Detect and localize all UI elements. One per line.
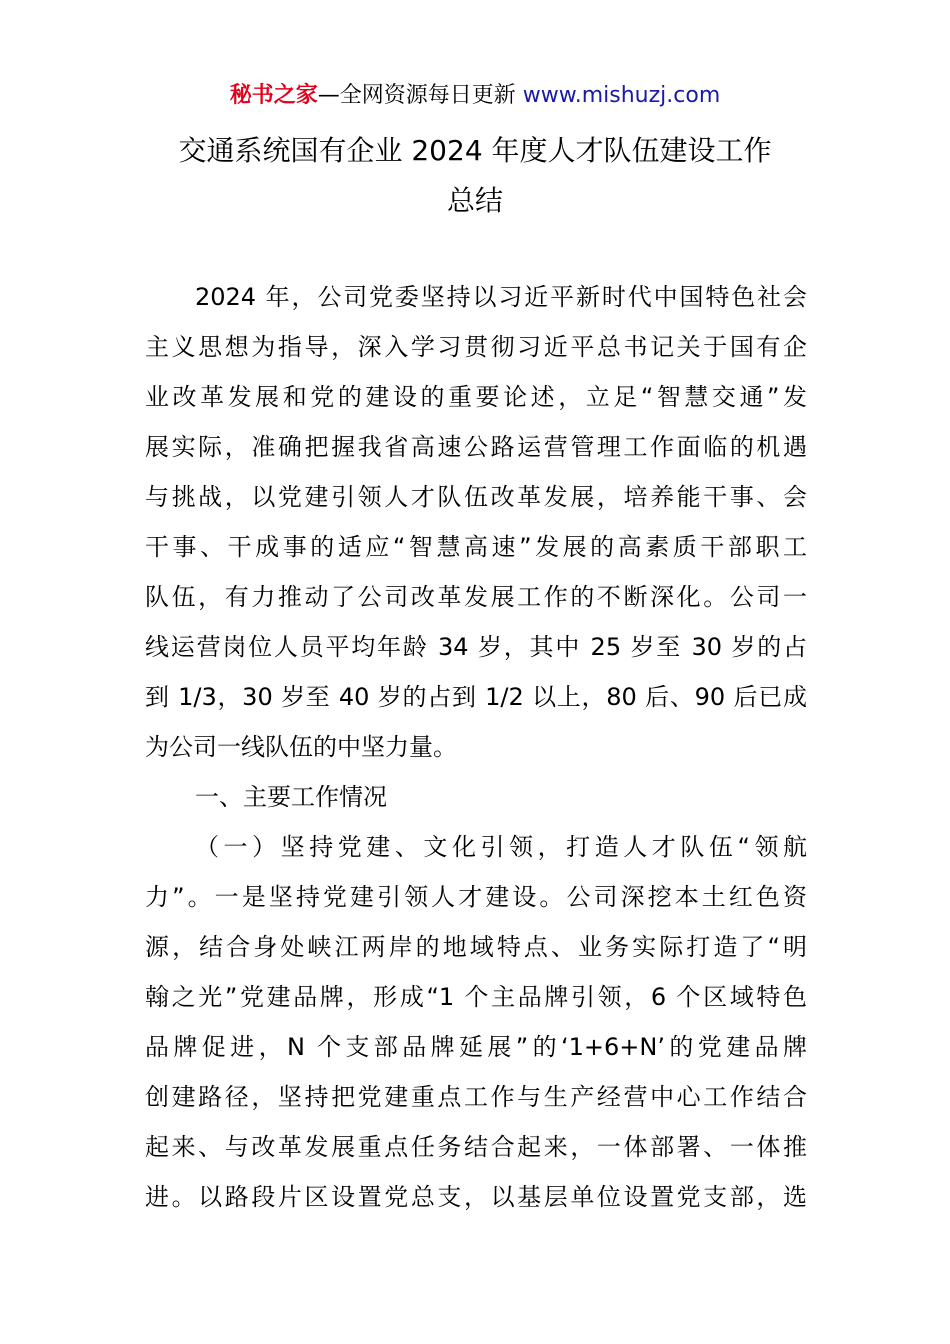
body-line: 2024 年，公司党委坚持以习近平新时代中国特色社会 [195, 283, 807, 311]
body-line: 起来、与改革发展重点任务结合起来，一体部署、一体推 [145, 1133, 807, 1161]
body-line: （一）坚持党建、文化引领，打造人才队伍“领航 [195, 833, 807, 861]
body-line: 队伍，有力推动了公司改革发展工作的不断深化。公司一 [145, 583, 807, 611]
body-line: 到 1/3，30 岁至 40 岁的占到 1/2 以上，80 后、90 后已成 [145, 683, 807, 711]
body-line: 为公司一线队伍的中坚力量。 [145, 733, 457, 761]
body-line: 创建路径，坚持把党建重点工作与生产经营中心工作结合 [145, 1083, 807, 1111]
body-line: 与挑战，以党建引领人才队伍改革发展，培养能干事、会 [145, 483, 807, 511]
document-title [0, 126, 950, 226]
body-line: 翰之光”党建品牌，形成“1 个主品牌引领，6 个区域特色 [145, 983, 807, 1011]
body-line: 主义思想为指导，深入学习贯彻习近平总书记关于国有企 [145, 333, 807, 361]
document-body [145, 272, 807, 1222]
body-line: 展实际，准确把握我省高速公路运营管理工作面临的机遇 [145, 433, 807, 461]
body-line: 干事、干成事的适应“智慧高速”发展的高素质干部职工 [145, 533, 807, 561]
body-line: 进。以路段片区设置党总支，以基层单位设置党支部，选 [145, 1183, 807, 1211]
body-line: 源，结合身处峡江两岸的地域特点、业务实际打造了“明 [145, 933, 807, 961]
document-title-line: 交通系统国有企业 2024 年度人才队伍建设工作 [178, 134, 772, 167]
site-tagline: —全网资源每日更新 [317, 83, 523, 108]
site-brand: 秘书之家 [229, 83, 318, 108]
body-line: 力”。一是坚持党建引领人才建设。公司深挖本土红色资 [145, 883, 807, 911]
body-line: 线运营岗位人员平均年龄 34 岁，其中 25 岁至 30 岁的占 [145, 633, 807, 661]
document-title-line: 总结 [446, 184, 503, 217]
site-banner [0, 80, 950, 112]
body-line: 品牌促进，N 个支部品牌延展”的‘1+6+N’的党建品牌 [145, 1033, 807, 1061]
section-heading: 一、主要工作情况 [195, 783, 387, 811]
body-line: 业改革发展和党的建设的重要论述，立足“智慧交通”发 [145, 383, 807, 411]
site-url-link[interactable]: www.mishuzj.com [522, 83, 721, 108]
